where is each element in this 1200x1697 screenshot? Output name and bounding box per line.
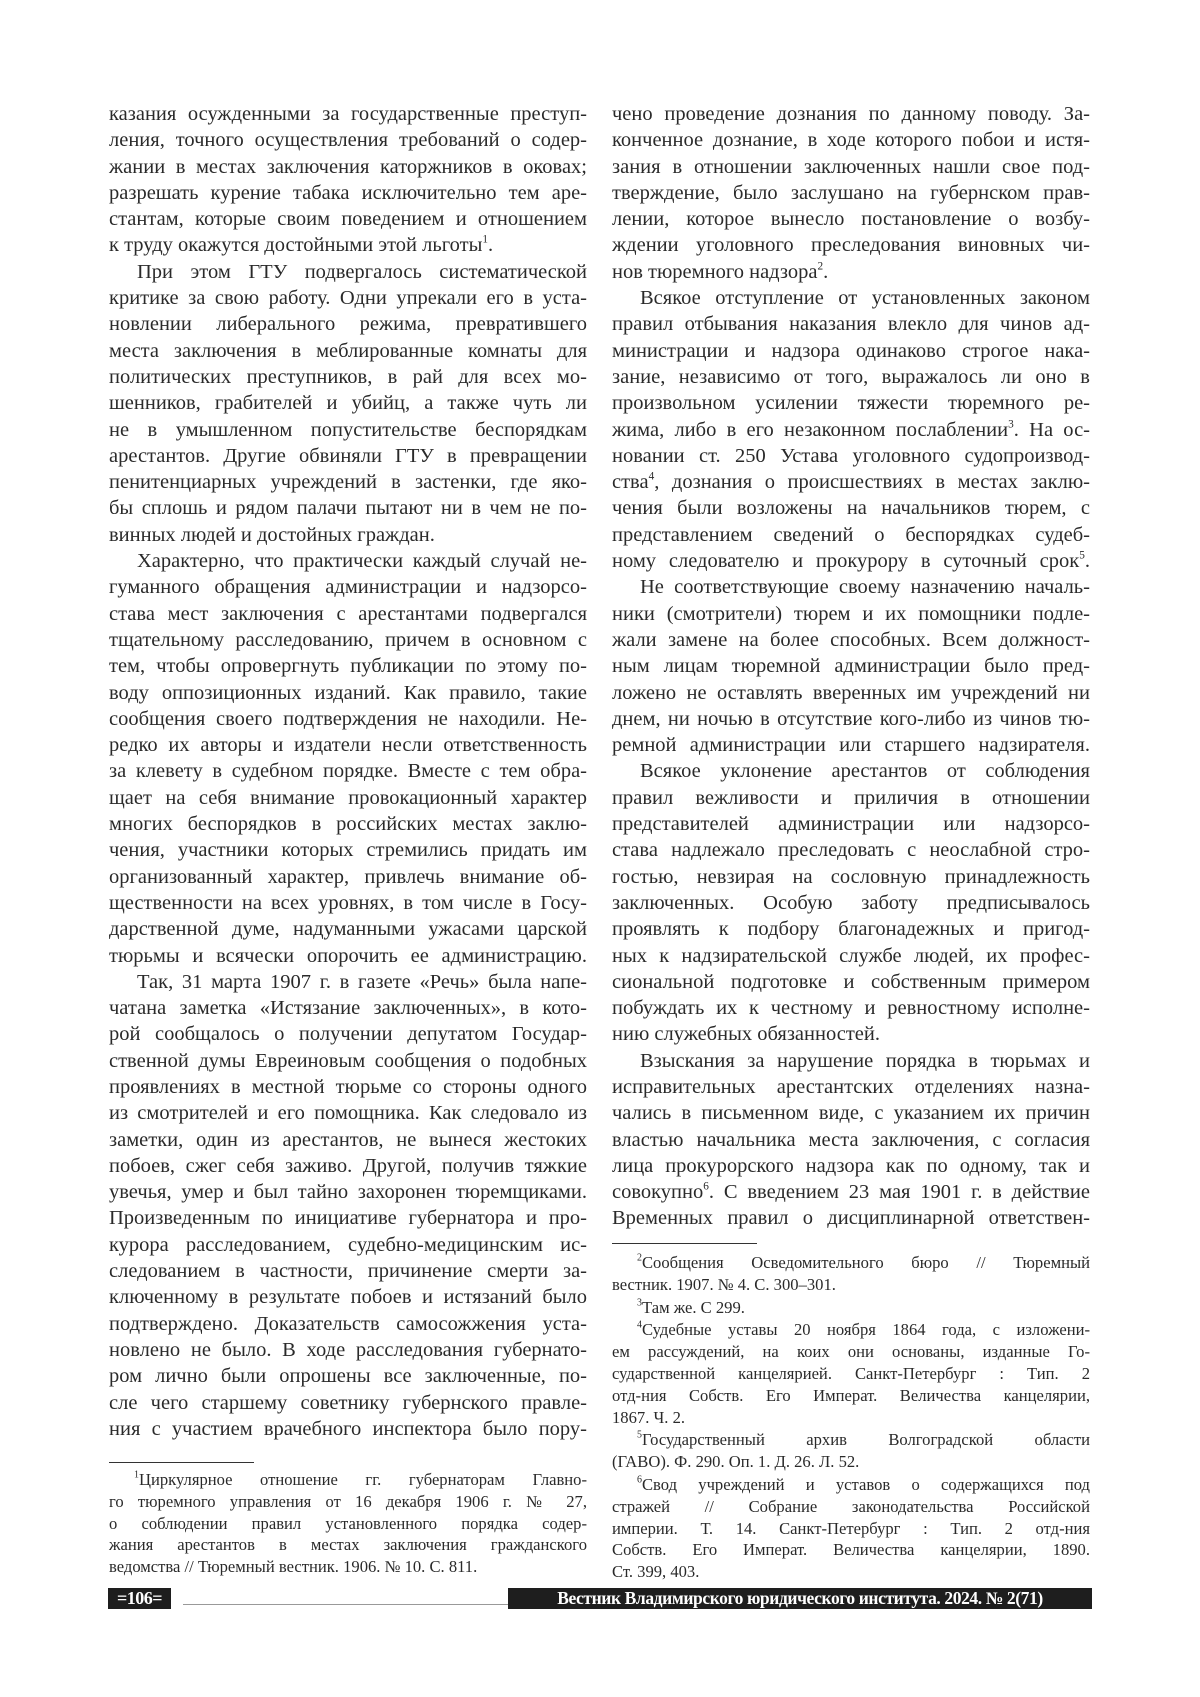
text-line bbox=[109, 206, 587, 232]
footer-divider bbox=[183, 1604, 508, 1605]
line-text: жима, либо в его незаконном послаблении bbox=[612, 419, 1008, 441]
text-line bbox=[109, 1074, 587, 1100]
text-line bbox=[612, 1205, 1090, 1231]
line-text: воду оппозиционных изданий. Как правило, такие bbox=[109, 682, 587, 704]
text-line bbox=[109, 154, 587, 180]
left-footnotes bbox=[109, 1469, 587, 1579]
footnote-line bbox=[612, 1429, 1090, 1451]
text-line bbox=[109, 127, 587, 153]
footnote-line bbox=[612, 1363, 1090, 1385]
line-text: представителей администрации или надзорсо- bbox=[612, 813, 1090, 835]
line-text: рой сообщалось о получении депутатом Государ- bbox=[109, 1023, 587, 1045]
text-line bbox=[109, 785, 587, 811]
footnote-text: Свод учреждений и уставов о содержащихся под bbox=[642, 1475, 1090, 1494]
line-text: тщательному расследованию, причем в основном с bbox=[109, 629, 587, 651]
footnote-text: 1867. Ч. 2. bbox=[612, 1408, 685, 1427]
text-line bbox=[612, 732, 1090, 758]
text-line bbox=[612, 627, 1090, 653]
text-line bbox=[109, 101, 587, 127]
left-text-column bbox=[109, 101, 587, 1442]
text-line bbox=[109, 259, 587, 285]
text-line bbox=[612, 180, 1090, 206]
line-text: следованием в частности, причинение смерти за- bbox=[109, 1260, 587, 1282]
text-line bbox=[109, 627, 587, 653]
text-line bbox=[109, 1021, 587, 1047]
text-line bbox=[109, 732, 587, 758]
text-line bbox=[612, 232, 1090, 258]
text-line bbox=[109, 601, 587, 627]
text-line bbox=[612, 680, 1090, 706]
footnote bbox=[612, 1252, 1090, 1296]
right-text-column bbox=[612, 101, 1090, 1232]
text-line bbox=[612, 548, 1090, 574]
line-text: конченное дознание, в ходе которого побои и истя- bbox=[612, 129, 1090, 151]
text-line bbox=[612, 417, 1090, 443]
text-line bbox=[109, 1205, 587, 1231]
footnote-text: вестник. 1907. № 4. С. 300–301. bbox=[612, 1275, 836, 1294]
text-line bbox=[109, 522, 587, 548]
text-line bbox=[109, 1363, 587, 1389]
footnote-ref: 2 bbox=[817, 260, 823, 272]
line-text: нов тюремного надзора bbox=[612, 261, 817, 283]
line-text: . bbox=[488, 234, 493, 256]
footnote-text: Собств. Его Императ. Величества канцелярии, 1890. bbox=[612, 1540, 1090, 1559]
line-text: чения, участники которых стремились придать им bbox=[109, 839, 587, 861]
text-line bbox=[109, 943, 587, 969]
line-text: тюрьмы и всячески опорочить ее администрацию. bbox=[109, 945, 587, 967]
text-line bbox=[109, 232, 587, 258]
text-line bbox=[109, 1337, 587, 1363]
line-text: ложено не оставлять вверенных им учреждений ни bbox=[612, 682, 1090, 704]
text-line bbox=[612, 338, 1090, 364]
text-line bbox=[109, 495, 587, 521]
text-line bbox=[612, 864, 1090, 890]
line-text: ственной думы Евреиновым сообщения о подобных bbox=[109, 1050, 587, 1072]
footnote-line bbox=[612, 1252, 1090, 1274]
text-line bbox=[612, 101, 1090, 127]
text-line bbox=[612, 706, 1090, 732]
footnote-line bbox=[109, 1556, 587, 1578]
footnote bbox=[612, 1297, 1090, 1319]
line-text: организованный характер, привлечь внимание об- bbox=[109, 866, 587, 888]
text-line bbox=[109, 180, 587, 206]
line-text: правил вежливости и приличия в отношении bbox=[612, 787, 1090, 809]
text-line bbox=[109, 1048, 587, 1074]
line-text: подтверждено. Доказательств самосожжения уста- bbox=[109, 1313, 587, 1335]
line-text: При этом ГТУ подвергалось систематической bbox=[137, 261, 587, 283]
line-text: побуждать их к честному и ревностному исполне- bbox=[612, 997, 1090, 1019]
footnote-separator bbox=[612, 1243, 757, 1244]
text-line bbox=[109, 469, 587, 495]
line-text: исправительных арестантских отделениях назна- bbox=[612, 1076, 1090, 1098]
line-text: произвольном усилении тяжести тюремного ре- bbox=[612, 392, 1090, 414]
line-text: побоев, сжег себя заживо. Другой, получив тяжкие bbox=[109, 1155, 587, 1177]
footnote-text: о соблюдении правил установленного порядка содер- bbox=[109, 1514, 587, 1533]
line-text: новлении либерального режима, превратившего bbox=[109, 313, 587, 335]
line-text: става мест заключения с арестантами подвергался bbox=[109, 603, 587, 625]
footnote-line bbox=[612, 1319, 1090, 1341]
footnote-text: империи. Т. 14. Санкт-Петербург : Тип. 2 отд-ния bbox=[612, 1519, 1090, 1538]
text-line bbox=[612, 574, 1090, 600]
footnote-text: ведомства // Тюремный вестник. 1906. № 10. С. 811. bbox=[109, 1557, 477, 1576]
footnote-line bbox=[612, 1518, 1090, 1540]
footnote-line bbox=[109, 1491, 587, 1513]
line-text: ремной администрации или старшего надзирателя. bbox=[612, 734, 1090, 756]
line-text: става надлежало преследовать с неослабной стро- bbox=[612, 839, 1090, 861]
line-text: лении, которое вынесло постановление о возбу- bbox=[612, 208, 1090, 230]
line-text: зание, независимо от того, выражалось ли оно в bbox=[612, 366, 1090, 388]
footnote-text: Сообщения Осведомительного бюро // Тюремный bbox=[642, 1253, 1090, 1272]
text-line bbox=[109, 1127, 587, 1153]
text-line bbox=[109, 680, 587, 706]
text-line bbox=[612, 837, 1090, 863]
footnote-number: 4 bbox=[637, 1320, 642, 1331]
footnote-text: Судебные уставы 20 ноября 1864 года, с изложени- bbox=[642, 1320, 1090, 1339]
text-line bbox=[109, 338, 587, 364]
text-line bbox=[612, 890, 1090, 916]
text-line bbox=[612, 364, 1090, 390]
text-line bbox=[612, 1100, 1090, 1126]
line-text: лица прокурорского надзора как по одному, так и bbox=[612, 1155, 1090, 1177]
text-line bbox=[612, 811, 1090, 837]
text-line bbox=[612, 1021, 1090, 1047]
text-line bbox=[109, 890, 587, 916]
text-line bbox=[612, 601, 1090, 627]
journal-title: Вестник Владимирского юридического института. 2024. № 2(71) bbox=[508, 1588, 1092, 1609]
text-line bbox=[109, 311, 587, 337]
line-text: жали замене на более способных. Всем должност- bbox=[612, 629, 1090, 651]
line-text: Произведенным по инициативе губернатора и про- bbox=[109, 1207, 587, 1229]
line-text: критике за свою работу. Одни упрекали его в уста- bbox=[109, 287, 587, 309]
line-text: жании в местах заключения каторжников в оковах; bbox=[109, 156, 587, 178]
footnote-line bbox=[109, 1469, 587, 1491]
line-text: разрешать курение табака исключительно тем аре- bbox=[109, 182, 587, 204]
text-line bbox=[612, 1074, 1090, 1100]
line-text: Временных правил о дисциплинарной ответствен- bbox=[612, 1207, 1090, 1229]
footnote-line bbox=[612, 1341, 1090, 1363]
text-line bbox=[109, 364, 587, 390]
text-line bbox=[612, 522, 1090, 548]
line-text: властью начальника места заключения, с согласия bbox=[612, 1129, 1090, 1151]
footnote-line bbox=[612, 1474, 1090, 1496]
line-text: многих беспорядков в российских местах заклю- bbox=[109, 813, 587, 835]
line-text: правил отбывания наказания влекло для чинов ад- bbox=[612, 313, 1090, 335]
text-line bbox=[612, 495, 1090, 521]
page-number: =106= bbox=[108, 1588, 171, 1609]
text-line bbox=[109, 995, 587, 1021]
line-text: , дознания о происшествиях в местах заклю- bbox=[654, 471, 1090, 493]
line-text: политических преступников, в рай для всех мо- bbox=[109, 366, 587, 388]
line-text: днем, ни ночью в отсутствие кого-либо из чинов тю- bbox=[612, 708, 1090, 730]
line-text: ждении уголовного преследования виновных чи- bbox=[612, 234, 1090, 256]
line-text: шенников, грабителей и убийц, а также чуть ли bbox=[109, 392, 587, 414]
text-line bbox=[109, 1179, 587, 1205]
text-line bbox=[109, 653, 587, 679]
line-text: . bbox=[823, 261, 828, 283]
footnote-line bbox=[612, 1407, 1090, 1429]
text-line bbox=[109, 1153, 587, 1179]
line-text: чались в письменном виде, с указанием их причин bbox=[612, 1102, 1090, 1124]
line-text: сле чего старшему советнику губернского правле- bbox=[109, 1392, 587, 1414]
line-text: арестантов. Другие обвиняли ГТУ в превращении bbox=[109, 445, 587, 467]
footnote-ref: 6 bbox=[703, 1181, 709, 1193]
line-text: тверждение, было заслушано на губернском прав- bbox=[612, 182, 1090, 204]
text-line bbox=[109, 1416, 587, 1442]
text-line bbox=[612, 1179, 1090, 1205]
footnote-text: го тюремного управления от 16 декабря 1906 г. № 27, bbox=[109, 1492, 587, 1511]
text-line bbox=[612, 1153, 1090, 1179]
footnote-separator bbox=[109, 1462, 254, 1463]
footnote-text: Государственный архив Волгоградской области bbox=[642, 1430, 1090, 1449]
line-text: сиональной подготовке и собственным примером bbox=[612, 971, 1090, 993]
line-text: . На ос- bbox=[1014, 419, 1090, 441]
footnote-line bbox=[612, 1561, 1090, 1583]
footnote-line bbox=[612, 1451, 1090, 1473]
line-text: . С введением 23 мая 1901 г. в действие bbox=[709, 1181, 1090, 1203]
footnote-line bbox=[612, 1496, 1090, 1518]
text-line bbox=[612, 969, 1090, 995]
footnote bbox=[612, 1474, 1090, 1583]
line-text: нию служебных обязанностей. bbox=[612, 1023, 880, 1045]
text-line bbox=[612, 653, 1090, 679]
text-line bbox=[612, 259, 1090, 285]
line-text: дарственной думе, надуманными ужасами царской bbox=[109, 918, 587, 940]
text-line bbox=[109, 1390, 587, 1416]
text-line bbox=[109, 916, 587, 942]
line-text: новании ст. 250 Устава уголовного судопроизвод- bbox=[612, 445, 1090, 467]
line-text: ному следователю и прокурору в суточный срок bbox=[612, 550, 1079, 572]
text-line bbox=[109, 443, 587, 469]
footnote-line bbox=[612, 1385, 1090, 1407]
text-line bbox=[109, 1100, 587, 1126]
line-text: заметки, один из арестантов, не вынеся жестоких bbox=[109, 1129, 587, 1151]
footnote-number: 5 bbox=[637, 1430, 642, 1441]
line-text: ники (смотрители) тюрем и их помощники подле- bbox=[612, 603, 1090, 625]
line-text: ства bbox=[612, 471, 649, 493]
line-text: чатана заметка «Истязание заключенных», в кото- bbox=[109, 997, 587, 1019]
line-text: места заключения в меблированные комнаты для bbox=[109, 340, 587, 362]
line-text: редко их авторы и издатели несли ответственность bbox=[109, 734, 587, 756]
line-text: Взыскания за нарушение порядка в тюрьмах и bbox=[640, 1050, 1090, 1072]
text-line bbox=[612, 206, 1090, 232]
text-line bbox=[109, 758, 587, 784]
text-line bbox=[109, 390, 587, 416]
line-text: Характерно, что практически каждый случай не- bbox=[137, 550, 587, 572]
footnote-number: 6 bbox=[637, 1475, 642, 1486]
text-line bbox=[612, 995, 1090, 1021]
footnote-line bbox=[612, 1274, 1090, 1296]
text-line bbox=[612, 311, 1090, 337]
text-line bbox=[109, 864, 587, 890]
text-line bbox=[612, 390, 1090, 416]
line-text: Не соответствующие своему назначению началь- bbox=[640, 576, 1090, 598]
footnote-ref: 4 bbox=[649, 471, 655, 483]
text-line bbox=[109, 969, 587, 995]
line-text: бы сплошь и рядом палачи пытают ни в чем не по- bbox=[109, 497, 587, 519]
line-text: ления, точного осуществления требований о содер- bbox=[109, 129, 587, 151]
line-text: проявлениях в местной тюрьме со стороны одного bbox=[109, 1076, 587, 1098]
footnote-text: стражей // Собрание законодательства Российской bbox=[612, 1497, 1090, 1516]
footnote-number: 1 bbox=[134, 1470, 139, 1481]
line-text: за клевету в судебном порядке. Вместе с тем обра- bbox=[109, 760, 587, 782]
text-line bbox=[612, 916, 1090, 942]
text-line bbox=[612, 758, 1090, 784]
line-text: щает на себя внимание провокационный характер bbox=[109, 787, 587, 809]
line-text: совокупно bbox=[612, 1181, 703, 1203]
text-line bbox=[612, 469, 1090, 495]
footnote bbox=[109, 1469, 587, 1578]
text-line bbox=[612, 154, 1090, 180]
line-text: Так, 31 марта 1907 г. в газете «Речь» была напе- bbox=[137, 971, 587, 993]
text-line bbox=[109, 1284, 587, 1310]
footnote-text: Циркулярное отношение гг. губернаторам Главно- bbox=[139, 1470, 587, 1489]
text-line bbox=[612, 1048, 1090, 1074]
text-line bbox=[612, 285, 1090, 311]
text-line bbox=[109, 1311, 587, 1337]
footnote-text: (ГАВО). Ф. 290. Оп. 1. Д. 26. Л. 52. bbox=[612, 1452, 859, 1471]
line-text: министрации и надзора одинаково строгое нака- bbox=[612, 340, 1090, 362]
footnote bbox=[612, 1429, 1090, 1473]
footnote-line bbox=[612, 1297, 1090, 1319]
text-line bbox=[612, 1127, 1090, 1153]
footnote-text: ем рассуждений, на коих они основаны, изданные Го- bbox=[612, 1342, 1090, 1361]
line-text: ром лично были опрошены все заключенные, по- bbox=[109, 1365, 587, 1387]
footnote-ref: 5 bbox=[1079, 550, 1085, 562]
line-text: щественности на всех уровнях, в том числе в Госу- bbox=[109, 892, 587, 914]
line-text: стантам, которые своим поведением и отношением bbox=[109, 208, 587, 230]
footnote-text: сударственной канцелярией. Санкт-Петербург : Тип. 2 bbox=[612, 1364, 1090, 1383]
line-text: Всякое отступление от установленных законом bbox=[640, 287, 1090, 309]
line-text: проявлять к подбору благонадежных и пригод- bbox=[612, 918, 1090, 940]
text-line bbox=[109, 811, 587, 837]
footnote-number: 2 bbox=[637, 1253, 642, 1264]
footnote-line bbox=[612, 1539, 1090, 1561]
line-text: зания в отношении заключенных нашли свое под- bbox=[612, 156, 1090, 178]
line-text: ключенному в результате побоев и истязаний было bbox=[109, 1286, 587, 1308]
line-text: новлено не было. В ходе расследования губернато- bbox=[109, 1339, 587, 1361]
footnote-line bbox=[109, 1534, 587, 1556]
line-text: курора расследованием, судебно-медицинским ис- bbox=[109, 1234, 587, 1256]
text-line bbox=[109, 837, 587, 863]
line-text: гуманного обращения администрации и надзорсо- bbox=[109, 576, 587, 598]
footnote-text: отд-ния Собств. Его Императ. Величества канцелярии, bbox=[612, 1386, 1090, 1405]
line-text: ных к надзирательской службе людей, их профес- bbox=[612, 945, 1090, 967]
line-text: представлением сведений о беспорядках судеб- bbox=[612, 524, 1090, 546]
footnote bbox=[612, 1319, 1090, 1428]
line-text: не в умышленном попустительстве беспорядкам bbox=[109, 419, 587, 441]
line-text: сообщения своего подтверждения не находили. Не- bbox=[109, 708, 587, 730]
text-line bbox=[612, 785, 1090, 811]
text-line bbox=[612, 127, 1090, 153]
footnote-text: Ст. 399, 403. bbox=[612, 1562, 699, 1581]
line-text: чения были возложены на начальников тюрем, с bbox=[612, 497, 1090, 519]
footnote-ref: 1 bbox=[482, 234, 488, 246]
line-text: чено проведение дознания по данному поводу. За- bbox=[612, 103, 1090, 125]
line-text: тем, чтобы опровергнуть публикации по этому по- bbox=[109, 655, 587, 677]
line-text: к труду окажутся достойными этой льготы bbox=[109, 234, 482, 256]
line-text: винных людей и достойных граждан. bbox=[109, 524, 435, 546]
text-line bbox=[109, 548, 587, 574]
line-text: заключенных. Особую заботу предписывалось bbox=[612, 892, 1090, 914]
line-text: из смотрителей и его помощника. Как следовало из bbox=[109, 1102, 587, 1124]
footnote-text: жания арестантов в местах заключения гражданского bbox=[109, 1535, 587, 1554]
footnote-text: Там же. С 299. bbox=[642, 1298, 745, 1317]
right-footnotes bbox=[612, 1252, 1090, 1584]
line-text: увечья, умер и был тайно захоронен тюремщиками. bbox=[109, 1181, 587, 1203]
line-text: . bbox=[1085, 550, 1090, 572]
footnote-number: 3 bbox=[637, 1297, 642, 1308]
text-line bbox=[109, 574, 587, 600]
line-text: ным лицам тюремной администрации было пред- bbox=[612, 655, 1090, 677]
text-line bbox=[109, 706, 587, 732]
text-line bbox=[109, 1232, 587, 1258]
line-text: гостью, невзирая на сословную принадлежность bbox=[612, 866, 1090, 888]
line-text: казания осужденными за государственные преступ- bbox=[109, 103, 587, 125]
text-line bbox=[612, 443, 1090, 469]
footnote-line bbox=[109, 1513, 587, 1535]
text-line bbox=[109, 1258, 587, 1284]
line-text: ния с участием врачебного инспектора было пору- bbox=[109, 1418, 587, 1440]
footnote-ref: 3 bbox=[1008, 418, 1014, 430]
text-line bbox=[612, 943, 1090, 969]
text-line bbox=[109, 417, 587, 443]
text-line bbox=[109, 285, 587, 311]
line-text: пенитенциарных учреждений в застенки, где яко- bbox=[109, 471, 587, 493]
line-text: Всякое уклонение арестантов от соблюдения bbox=[640, 760, 1090, 782]
